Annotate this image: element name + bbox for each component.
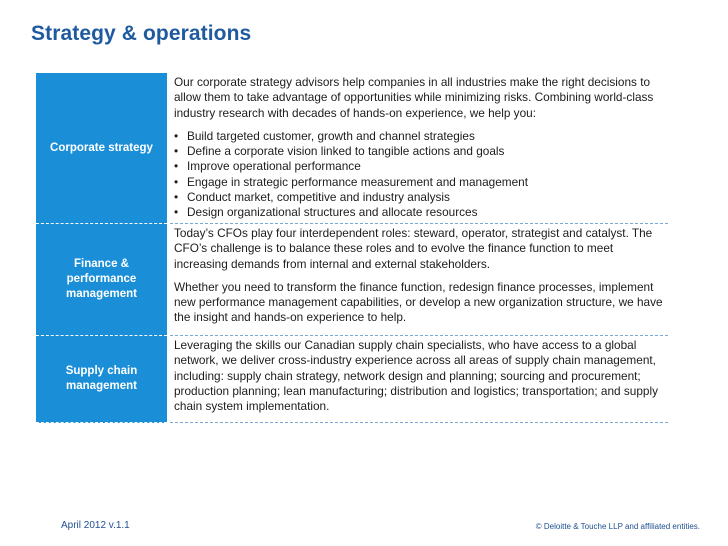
table-row (36, 73, 668, 224)
bullet-icon: • (174, 205, 179, 220)
version-label: April 2012 v.1.1 (61, 520, 130, 531)
description-paragraph: Our corporate strategy advisors help companies in all industries make the right decisions to allow them to take advantage of opportunities while minimizing risks. Combining world-class industry research with decades of hands-on experience, we help you: (174, 75, 654, 120)
row-description (169, 73, 669, 224)
description-paragraph: Leveraging the skills our Canadian supply chain specialists, who have access to a global network, we deliver cross-industry experience across all areas of supply chain management, including: supply chain strategy, network design and planning; sourcing and procurement; production planning; lean manufacturing; distribution and logistics; transportation; and supply chain system implementation. (174, 338, 658, 414)
row-label: Supply chain management (65, 365, 138, 392)
services-table (36, 73, 668, 423)
row-label: Finance & performance management (66, 258, 137, 300)
list-item (174, 205, 664, 220)
row-description (169, 336, 669, 423)
list-item-text: Define a corporate vision linked to tangible actions and goals (187, 144, 505, 159)
list-item-text: Build targeted customer, growth and channel strategies (187, 128, 475, 143)
table-row (36, 336, 668, 423)
list-item-text: Engage in strategic performance measurement and management (187, 174, 528, 189)
bullet-list (174, 129, 664, 221)
row-label-cell (36, 73, 169, 224)
row-label-cell (36, 224, 169, 336)
list-item (174, 190, 664, 205)
row-label: Corporate strategy (50, 141, 153, 154)
copyright-notice: © Deloitte & Touche LLP and affiliated entities. (535, 522, 700, 531)
row-label-cell (36, 336, 169, 423)
list-item (174, 175, 664, 190)
description-paragraph: Today’s CFOs play four interdependent roles: steward, operator, strategist and catalyst. The CFO’s challenge is to balance these roles and to evolve the finance function to meet increasing demands from internal and external stakeholders. (174, 226, 653, 271)
description-paragraph: Whether you need to transform the finance function, redesign finance processes, implement new performance management capabilities, or develop a new organization structure, we have the insight and hands-on experience to help. (174, 279, 663, 325)
bullet-icon: • (174, 159, 179, 174)
bullet-icon: • (174, 190, 179, 205)
list-item (174, 144, 664, 159)
list-item (174, 159, 664, 174)
table-row (36, 224, 668, 336)
list-item-text: Design organizational structures and allocate resources (187, 205, 478, 220)
bullet-icon: • (174, 144, 179, 159)
bullet-icon: • (174, 174, 179, 189)
list-item (174, 129, 664, 144)
page-title: Strategy & operations (31, 22, 252, 45)
list-item-text: Conduct market, competitive and industry analysis (187, 190, 450, 205)
list-item-text: Improve operational performance (187, 159, 361, 174)
bullet-icon: • (174, 128, 179, 143)
row-description (169, 224, 669, 336)
